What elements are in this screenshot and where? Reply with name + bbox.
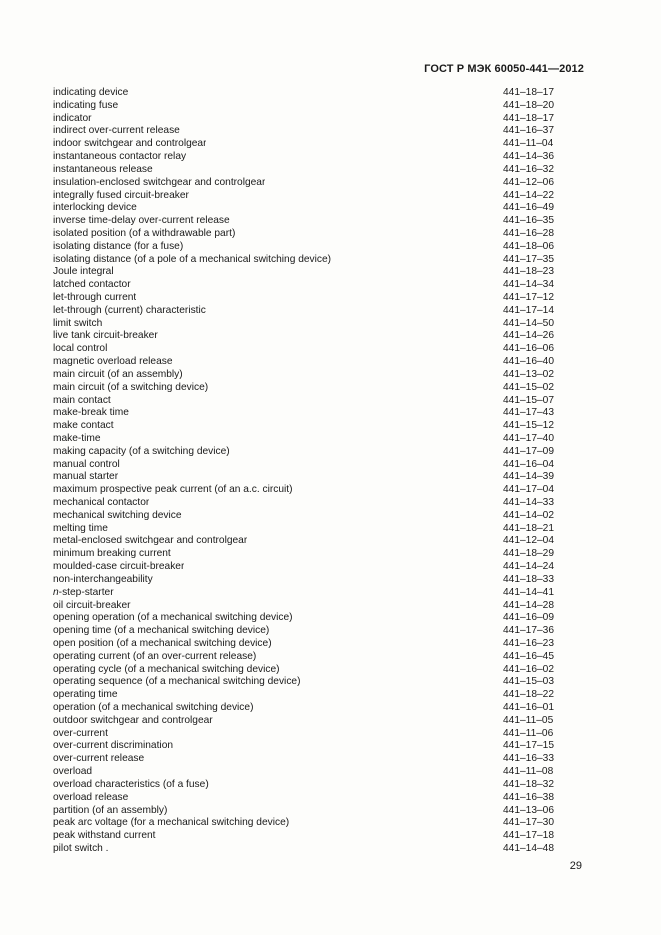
entry-reference: 441–17–14 — [503, 304, 554, 316]
entry-reference: 441–15–07 — [503, 394, 554, 406]
index-entry — [53, 638, 559, 651]
entry-term: outdoor switchgear and controlgear — [53, 714, 213, 726]
entry-term: open position (of a mechanical switching device) — [53, 637, 272, 649]
entry-term: insulation-enclosed switchgear and controlgear — [53, 176, 266, 188]
entry-reference: 441–18–23 — [503, 266, 554, 278]
entry-reference: 441–14–02 — [503, 509, 554, 521]
index-entry — [53, 190, 559, 203]
index-entry — [53, 612, 559, 625]
entry-term: operation (of a mechanical switching device) — [53, 702, 254, 713]
entry-reference: 441–14–36 — [503, 151, 554, 163]
index-entry — [53, 356, 559, 369]
index-entry — [53, 305, 559, 318]
entry-reference: 441–14–41 — [503, 586, 554, 598]
entry-term: Joule integral — [53, 266, 114, 278]
index-entry — [53, 382, 559, 395]
entry-reference: 441–15–02 — [503, 381, 554, 393]
entry-reference: 441–18–29 — [503, 548, 554, 560]
entry-term: overload release — [53, 791, 129, 803]
index-entry — [53, 625, 559, 638]
entry-term: peak withstand current — [53, 830, 156, 842]
index-entry — [53, 369, 559, 382]
index-entry — [53, 151, 559, 164]
entry-term: isolating distance (for a fuse) — [53, 240, 184, 252]
entry-term: over-current — [53, 727, 108, 739]
entry-term: manual control — [53, 458, 120, 470]
entry-term: limit switch — [53, 317, 103, 329]
index-entry — [53, 510, 559, 523]
entry-term: operating cycle (of a mechanical switching device) — [53, 663, 280, 675]
index-entry — [53, 113, 559, 126]
entry-reference: 441–17–35 — [503, 253, 554, 265]
index-entry — [53, 407, 559, 420]
entry-term: inverse time-delay over-current release — [53, 215, 230, 227]
entry-term: manual starter — [53, 471, 119, 483]
index-entry — [53, 600, 559, 613]
entry-term: isolated position (of a withdrawable part) — [53, 227, 236, 239]
entry-reference: 441–11–04 — [503, 138, 554, 150]
entry-reference: 441–15–12 — [503, 420, 554, 432]
index-entry — [53, 215, 559, 228]
document-header: ГОСТ Р МЭК 60050-441—2012 — [424, 63, 584, 75]
entry-term: make-time — [53, 432, 101, 444]
entry-reference: 441–16–49 — [503, 202, 554, 214]
entry-reference: 441–16–04 — [503, 458, 554, 470]
index-entry — [53, 446, 559, 459]
index-entry — [53, 779, 559, 792]
index-entry — [53, 830, 559, 843]
entry-term: indicating fuse — [53, 99, 119, 111]
entry-term: make-break time — [53, 407, 129, 419]
index-entry — [53, 535, 559, 548]
entry-reference: 441–15–03 — [503, 676, 554, 688]
entry-reference: 441–12–06 — [503, 176, 554, 188]
entry-reference: 441–16–02 — [503, 663, 554, 675]
entry-reference: 441–17–04 — [503, 484, 554, 496]
entry-reference: 441–18–17 — [503, 87, 554, 98]
entry-reference: 441–14–33 — [503, 497, 554, 508]
entry-reference: 441–18–32 — [503, 778, 554, 790]
entry-term: overload characteristics (of a fuse) — [53, 778, 209, 790]
entry-reference: 441–17–30 — [503, 817, 554, 829]
entry-term: melting time — [53, 522, 108, 534]
index-entry — [53, 664, 559, 677]
index-entry — [53, 292, 559, 305]
entry-reference: 441–16–38 — [503, 791, 554, 803]
index-entry — [53, 484, 559, 497]
index-entry — [53, 587, 559, 600]
entry-term: magnetic overload release — [53, 356, 173, 368]
entry-reference: 441–13–06 — [503, 804, 554, 816]
index-entry — [53, 420, 559, 433]
entry-term: over-current release — [53, 753, 145, 765]
entry-reference: 441–14–22 — [503, 189, 554, 201]
entry-reference: 441–16–23 — [503, 637, 554, 649]
index-entry — [53, 689, 559, 702]
index-entry — [53, 459, 559, 472]
entry-reference: 441–14–28 — [503, 599, 554, 611]
entry-reference: 441–13–02 — [503, 368, 554, 380]
index-entry — [53, 254, 559, 267]
entry-term: indicating device — [53, 87, 129, 98]
index-entry — [53, 651, 559, 664]
entry-reference: 441–16–45 — [503, 650, 554, 662]
entry-term: non-interchangeability — [53, 573, 153, 585]
entry-term: operating time — [53, 689, 118, 701]
entry-reference: 441–11–06 — [503, 727, 554, 739]
entry-reference: 441–17–40 — [503, 432, 554, 444]
index-entry — [53, 523, 559, 536]
entry-reference: 441–14–26 — [503, 330, 554, 342]
index-entry — [53, 561, 559, 574]
entry-term: main circuit (of an assembly) — [53, 368, 183, 380]
entry-term: over-current discrimination — [53, 740, 174, 752]
entry-term: make contact — [53, 420, 114, 432]
entry-term: mechanical switching device — [53, 509, 182, 521]
entry-reference: 441–16–09 — [503, 612, 554, 624]
entry-reference: 441–12–04 — [503, 535, 554, 547]
index-entry — [53, 202, 559, 215]
entry-term: oil circuit-breaker — [53, 599, 131, 611]
entry-reference: 441–16–37 — [503, 125, 554, 137]
index-entry — [53, 395, 559, 408]
entry-reference: 441–14–34 — [503, 279, 554, 291]
entry-reference: 441–16–06 — [503, 343, 554, 355]
entry-reference: 441–14–50 — [503, 317, 554, 329]
entry-term: opening operation (of a mechanical switching device) — [53, 612, 293, 624]
entry-reference: 441–14–39 — [503, 471, 554, 483]
entry-term: operating current (of an over-current release) — [53, 650, 257, 662]
entry-reference: 441–11–05 — [503, 714, 554, 726]
index-entry — [53, 702, 559, 715]
entry-term: let-through (current) characteristic — [53, 304, 206, 316]
index-entry — [53, 574, 559, 587]
entry-reference: 441–16–35 — [503, 215, 554, 227]
entry-term: instantaneous contactor relay — [53, 151, 187, 163]
entry-term: local control — [53, 343, 108, 355]
index-entry — [53, 138, 559, 151]
entry-term: pilot switch . — [53, 842, 109, 854]
index-entry — [53, 817, 559, 830]
index-entry — [53, 753, 559, 766]
index-entry — [53, 343, 559, 356]
entry-reference: 441–18–17 — [503, 112, 554, 124]
entry-reference: 441–17–15 — [503, 740, 554, 752]
index-entry — [53, 125, 559, 138]
index-entry — [53, 266, 559, 279]
index-entry — [53, 728, 559, 741]
index-entry — [53, 100, 559, 113]
entry-term: instantaneous release — [53, 163, 153, 175]
entry-reference: 441–14–48 — [503, 842, 554, 854]
entry-term: overload — [53, 766, 93, 778]
entry-reference: 441–17–12 — [503, 292, 554, 303]
entry-reference: 441–18–20 — [503, 99, 554, 111]
entry-reference: 441–16–33 — [503, 753, 554, 765]
entry-term: minimum breaking current — [53, 548, 171, 560]
index-entry — [53, 715, 559, 728]
entry-reference: 441–18–33 — [503, 573, 554, 585]
index-entry — [53, 433, 559, 446]
entry-term: indicator — [53, 112, 92, 124]
entry-reference: 441–18–06 — [503, 240, 554, 252]
entry-term: operating sequence (of a mechanical switching device) — [53, 676, 301, 688]
entry-reference: 441–17–36 — [503, 625, 554, 637]
entry-reference: 441–18–22 — [503, 689, 554, 701]
index-entry — [53, 548, 559, 561]
entry-term: main circuit (of a switching device) — [53, 381, 209, 393]
entry-term: integrally fused circuit-breaker — [53, 189, 189, 201]
entry-reference: 441–14–24 — [503, 561, 554, 573]
entry-reference: 441–11–08 — [503, 766, 554, 778]
page-number: 29 — [569, 860, 582, 872]
index-entry — [53, 805, 559, 818]
entry-term: indirect over-current release — [53, 125, 180, 137]
index-entry — [53, 843, 559, 856]
term-index-list — [53, 87, 559, 856]
index-entry — [53, 497, 559, 510]
entry-term: isolating distance (of a pole of a mechanical switching device) — [53, 253, 332, 265]
index-entry — [53, 471, 559, 484]
index-entry — [53, 330, 559, 343]
entry-term: indoor switchgear and controlgear — [53, 138, 207, 150]
entry-reference: 441–16–32 — [503, 163, 554, 175]
entry-term: opening time (of a mechanical switching device) — [53, 625, 270, 637]
index-entry — [53, 676, 559, 689]
entry-term: peak arc voltage (for a mechanical switching device) — [53, 817, 290, 829]
index-entry — [53, 740, 559, 753]
entry-term: latched contactor — [53, 279, 131, 291]
entry-reference: 441–18–21 — [503, 522, 554, 534]
index-entry — [53, 164, 559, 177]
entry-term: interlocking device — [53, 202, 137, 214]
entry-reference: 441–16–01 — [503, 702, 554, 713]
index-entry — [53, 318, 559, 331]
entry-term: mechanical contactor — [53, 497, 150, 508]
entry-term: main contact — [53, 394, 111, 406]
entry-reference: 441–16–28 — [503, 227, 554, 239]
index-entry — [53, 792, 559, 805]
index-entry — [53, 87, 559, 100]
entry-reference: 441–16–40 — [503, 356, 554, 368]
index-entry — [53, 241, 559, 254]
entry-term: let-through current — [53, 292, 137, 303]
entry-term: metal-enclosed switchgear and controlgear — [53, 535, 248, 547]
entry-reference: 441–17–09 — [503, 445, 554, 457]
entry-term: n-step-starter — [53, 586, 114, 598]
index-entry — [53, 279, 559, 292]
entry-term: making capacity (of a switching device) — [53, 445, 230, 457]
entry-term: live tank circuit-breaker — [53, 330, 158, 342]
entry-reference: 441–17–43 — [503, 407, 554, 419]
entry-term: partition (of an assembly) — [53, 804, 168, 816]
index-entry — [53, 177, 559, 190]
entry-reference: 441–17–18 — [503, 830, 554, 842]
entry-term: moulded-case circuit-breaker — [53, 561, 185, 573]
entry-term: maximum prospective peak current (of an a.c. circuit) — [53, 484, 293, 496]
index-entry — [53, 766, 559, 779]
index-entry — [53, 228, 559, 241]
